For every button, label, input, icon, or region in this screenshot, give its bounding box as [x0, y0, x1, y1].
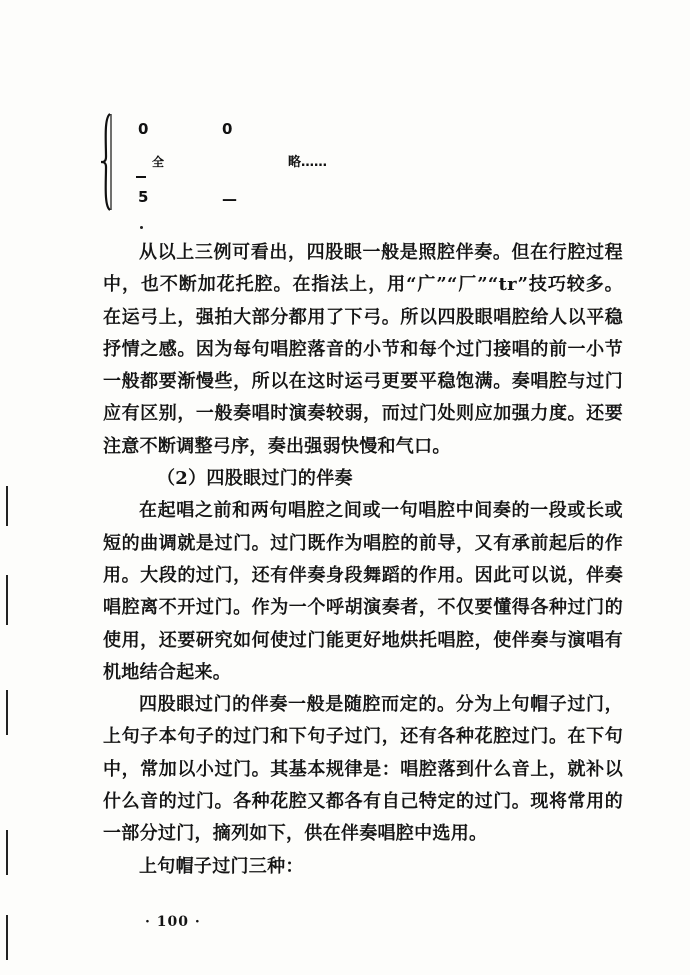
scan-edge-mark — [6, 575, 8, 625]
sub-heading: 上句帽子过门三种： — [139, 855, 304, 877]
paragraph-3: 四股眼过门的伴奏一般是随腔而定的。分为上句帽子过门，上句子本句子的过门和下句子过门，还有各种花腔过门。在下句中，常加以小过门。其基本规律是：唱腔落到什么音上，就补以什么音的过门。各种花腔又都各有自己特定的过门。现将常用的一部分过门，摘列如下，供在伴奏唱腔中选用。 — [103, 694, 623, 845]
label-lue: 略…… — [288, 155, 328, 170]
dot-mark — [140, 226, 143, 229]
note-bottom-2: — — [222, 190, 237, 208]
system-brace — [100, 112, 112, 212]
paragraph-2: 在起唱之前和两句唱腔之间或一句唱腔中间奏的一段或长或短的曲调就是过门。过门既作为唱腔的前导，又有承前起后的作用。大段的过门，还有伴奏身段舞蹈的作用。因此可以说，伴奏唱腔离不开过门。作为一个呼胡演奏者，不仅要懂得各种过门的使用，还要研究如何使过门能更好地烘托唱腔，使伴奏与演唱有机地结合起来。 — [103, 500, 623, 683]
short-dash — [136, 176, 146, 178]
label-quan: 全 — [152, 155, 165, 169]
body-text — [103, 237, 623, 883]
jianpu-notation — [100, 112, 360, 217]
paragraph-1: 从以上三例可看出，四股眼一般是照腔伴奏。但在行腔过程中，也不断加花托腔。在指法上，用“广”“厂”“tr”技巧较多。在运弓上，强拍大部分都用了下弓。所以四股眼唱腔给人以平稳抒情之感。因为每句唱腔落音的小节和每个过门接唱的前一小节一般都要渐慢些，所以在这时运弓更要平稳饱满。奏唱腔与过门应有区别，一般奏唱时演奏较弱，而过门处则应加强力度。还要注意不断调整弓序，奏出强弱快慢和气口。 — [103, 242, 623, 457]
note-top-1: 0 — [138, 120, 149, 138]
scan-edge-mark — [6, 830, 8, 875]
section-heading: （2）四股眼过门的伴奏 — [157, 468, 353, 490]
scan-edge-mark — [6, 486, 8, 526]
scan-edge-mark — [6, 915, 8, 960]
note-top-2: 0 — [222, 120, 233, 138]
page-number: · 100 · — [145, 914, 201, 930]
note-bottom-1: 5 — [138, 188, 149, 206]
scan-edge-mark — [6, 690, 8, 735]
